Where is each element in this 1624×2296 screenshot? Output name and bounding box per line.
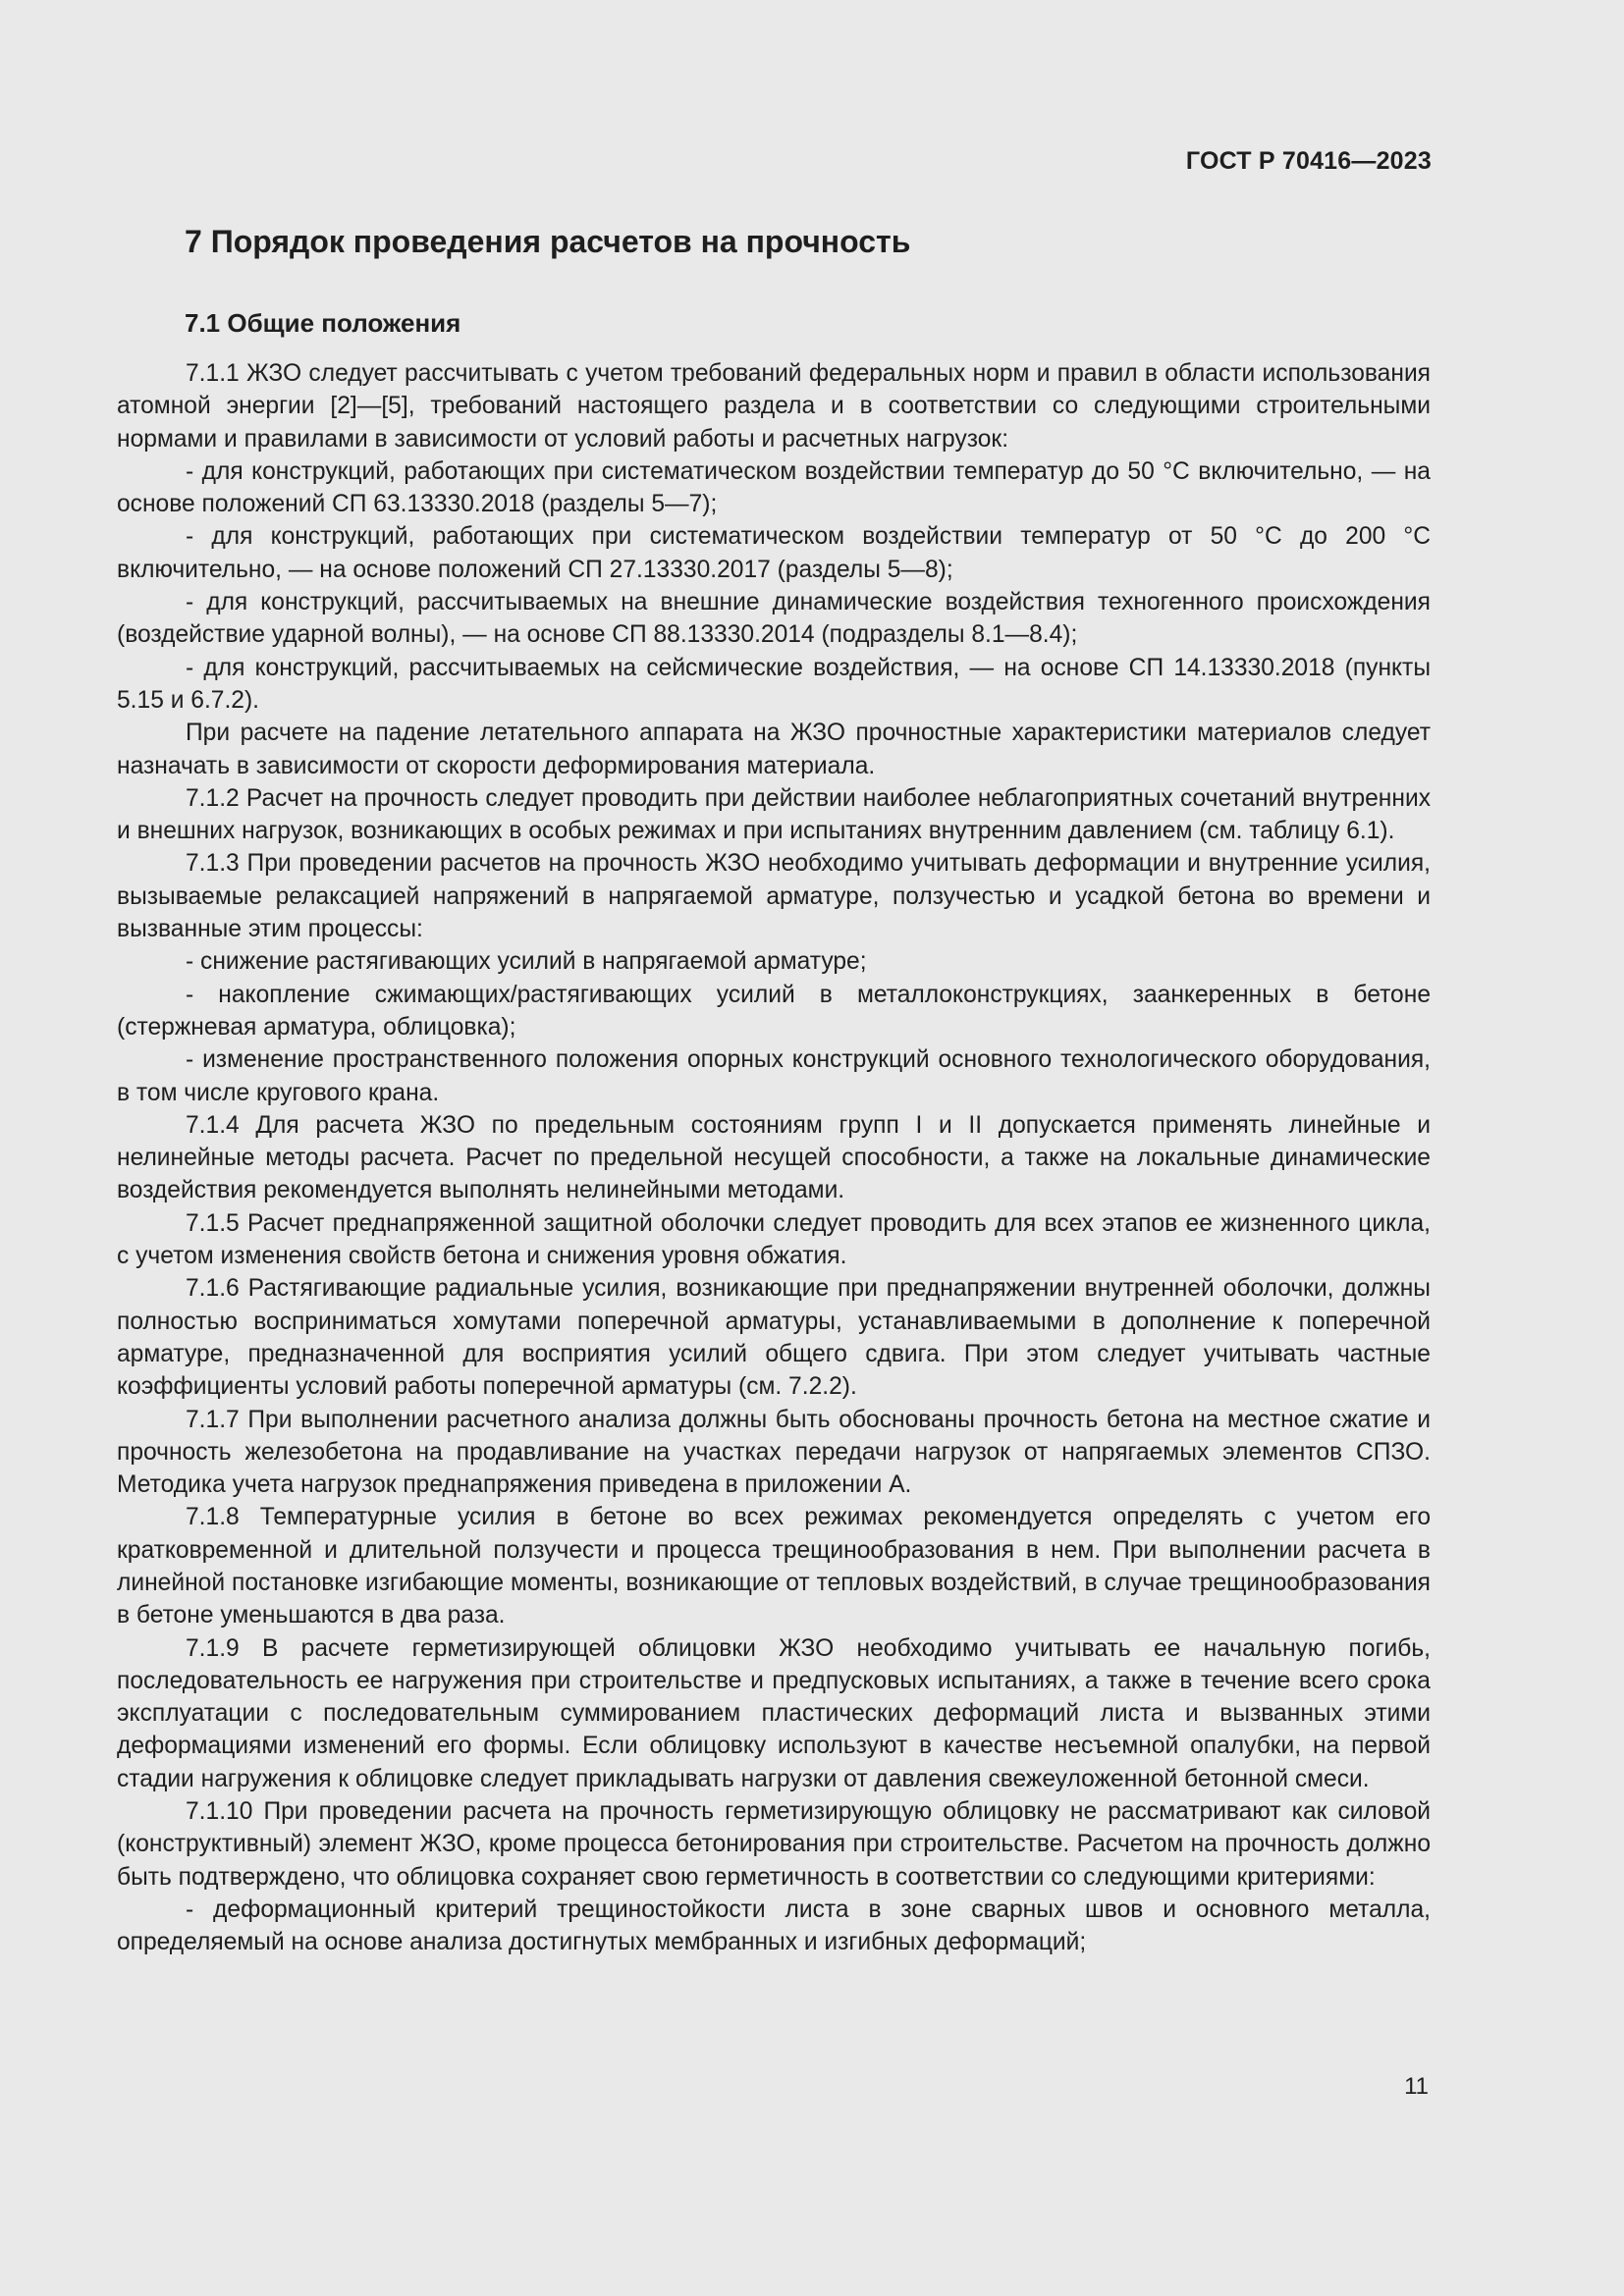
paragraph-7-1-4: 7.1.4 Для расчета ЖЗО по предельным состояниям групп I и II допускается применять линейные и нелинейные методы расчета. Расчет по предельной несущей способности, а также на локальные динамические воздействия рекомендуется выполнять нелинейными методами. [117, 1111, 1431, 1204]
paragraph-7-1-1: 7.1.1 ЖЗО следует рассчитывать с учетом требований федеральных норм и правил в области использования атомной энергии [2]—[5], требований настоящего раздела и в соответствии со следующими строительными нормами и правилами в зависимости от условий работы и расчетных нагрузок: [117, 360, 1431, 453]
body-text [117, 357, 1431, 1959]
paragraph-7-1-9: 7.1.9 В расчете герметизирующей облицовки ЖЗО необходимо учитывать ее начальную погибь, последовательность ее нагружения при строительстве и предпусковых испытаниях, а также в течение всего срока эксплуатации с последовательным суммированием пластических деформаций листа и вызванных этими деформациями изменений его формы. Если облицовку используют в качестве несъемной опалубки, на первой стадии нагружения к облицовке следует прикладывать нагрузки от давления свежеуложенной бетонной смеси. [117, 1634, 1431, 1792]
paragraph-7-1-10: 7.1.10 При проведении расчета на прочность герметизирующую облицовку не рассматривают как силовой (конструктивный) элемент ЖЗО, кроме процесса бетонирования при строительстве. Расчетом на прочность должно быть подтверждено, что облицовка сохраняет свою герметичность в соответствии со следующими критериями: [117, 1798, 1431, 1891]
list-item: - снижение растягивающих усилий в напрягаемой арматуре; [186, 948, 867, 976]
paragraph-7-1-8: 7.1.8 Температурные усилия в бетоне во всех режимах рекомендуется определять с учетом его кратковременной и длительной ползучести и процесса трещинообразования в нем. При выполнении расчета в линейной постановке изгибающие моменты, возникающие от тепловых воздействий, в случае трещинообразования в бетоне уменьшаются в два раза. [117, 1504, 1431, 1629]
section-title: 7 Порядок проведения расчетов на прочность [185, 224, 911, 259]
paragraph-7-1-6: 7.1.6 Растягивающие радиальные усилия, возникающие при преднапряжении внутренней оболочки, должны полностью восприниматься хомутами поперечной арматуры, устанавливаемыми в дополнение к поперечной арматуре, предназначенной для восприятия усилий общего сдвига. При этом следует учитывать частные коэффициенты условий работы поперечной арматуры (см. 7.2.2). [117, 1275, 1431, 1401]
paragraph-7-1-7: 7.1.7 При выполнении расчетного анализа должны быть обоснованы прочность бетона на местное сжатие и прочность железобетона на продавливание на участках передачи нагрузок от напрягаемых элементов СПЗО. Методика учета нагрузок преднапряжения приведена в приложении А. [117, 1406, 1431, 1499]
document-code: ГОСТ Р 70416—2023 [1185, 147, 1432, 175]
paragraph-7-1-5: 7.1.5 Расчет преднапряженной защитной оболочки следует проводить для всех этапов ее жизненного цикла, с учетом изменения свойств бетона и снижения уровня обжатия. [117, 1209, 1431, 1270]
list-item: - для конструкций, рассчитываемых на сейсмические воздействия, — на основе СП 14.13330.2018 (пункты 5.15 и 6.7.2). [117, 654, 1431, 714]
list-item: - для конструкций, рассчитываемых на внешние динамические воздействия техногенного происхождения (воздействие ударной волны), — на основе СП 88.13330.2014 (подразделы 8.1—8.4); [117, 589, 1431, 649]
list-item: - деформационный критерий трещиностойкости листа в зоне сварных швов и основного металла, определяемый на основе анализа достигнутых мембранных и изгибных деформаций; [117, 1896, 1431, 1956]
subsection-title: 7.1 Общие положения [185, 308, 461, 338]
list-item: - для конструкций, работающих при систематическом воздействии температур до 50 °С включительно, — на основе положений СП 63.13330.2018 (разделы 5—7); [117, 457, 1431, 518]
list-item: - изменение пространственного положения опорных конструкций основного технологического оборудования, в том числе кругового крана. [117, 1046, 1431, 1106]
paragraph-7-1-2: 7.1.2 Расчет на прочность следует проводить при действии наиболее неблагоприятных сочетаний внутренних и внешних нагрузок, возникающих в особых режимах и при испытаниях внутренним давлением (см. таблицу 6.1). [117, 784, 1431, 845]
list-item: - для конструкций, работающих при систематическом воздействии температур от 50 °С до 200 °С включительно, — на основе положений СП 27.13330.2017 (разделы 5—8); [117, 523, 1431, 583]
list-item: - накопление сжимающих/растягивающих усилий в металлоконструкциях, заанкеренных в бетоне (стержневая арматура, облицовка); [117, 981, 1431, 1041]
paragraph: При расчете на падение летательного аппарата на ЖЗО прочностные характеристики материалов следует назначать в зависимости от скорости деформирования материала. [117, 720, 1431, 779]
page-number: 11 [1404, 2073, 1429, 2100]
paragraph-7-1-3: 7.1.3 При проведении расчетов на прочность ЖЗО необходимо учитывать деформации и внутренние усилия, вызываемые релаксацией напряжений в напрягаемой арматуре, ползучестью и усадкой бетона во времени и вызванные этим процессы: [117, 850, 1431, 943]
